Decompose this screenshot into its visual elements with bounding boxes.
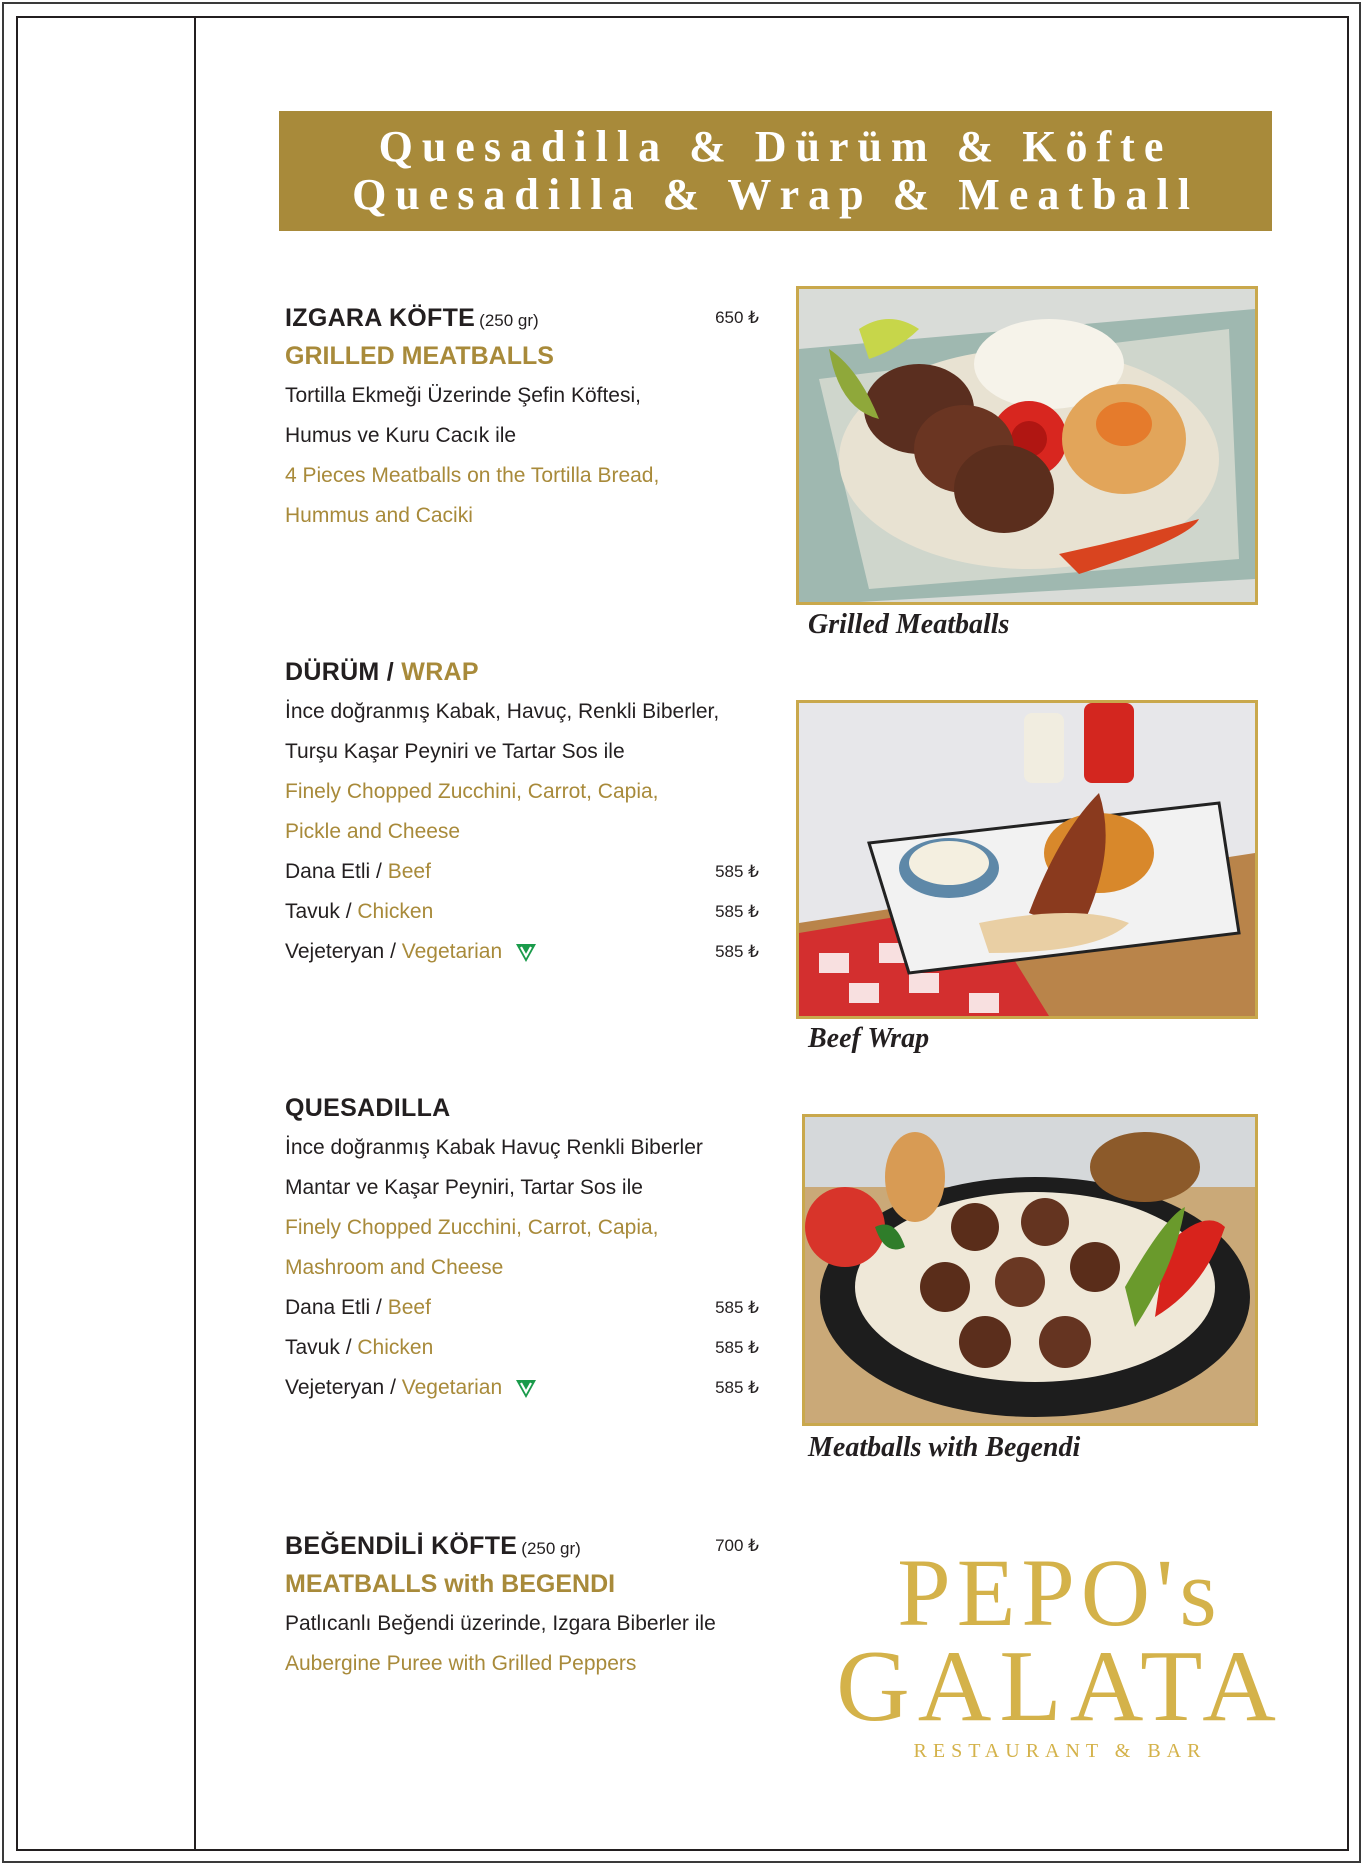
beef-wrap-illustration [799,703,1255,1016]
item-title-row [285,300,765,336]
menu-item-durum-wrap [285,654,765,972]
variant-label-en: Vegetarian [401,1376,503,1399]
section-title-tr: Quesadilla & Dürüm & Köfte [378,122,1173,171]
section-header-banner [279,111,1272,231]
item-title-row [285,1090,765,1126]
food-photo-beef-wrap [796,700,1258,1019]
grilled-meatballs-illustration [799,289,1255,602]
variant-label-en: Chicken [357,900,434,923]
variant-row-vegetarian [285,1368,765,1408]
menu-item-quesadilla [285,1090,765,1408]
item-price: 700 ₺ [715,1536,759,1555]
item-description-en: Mashroom and Cheese [285,1256,504,1279]
variant-label-en: Beef [387,860,431,883]
item-description-tr: İnce doğranmış Kabak, Havuç, Renkli Biberler, [285,700,720,723]
item-title [285,658,479,686]
variant-price: 585 ₺ [715,1298,759,1317]
variant-label-tr: Dana Etli / [285,1296,382,1319]
vegetarian-icon [514,940,538,964]
item-weight: (250 gr) [479,311,539,330]
variant-label-en: Beef [387,1296,431,1319]
variant-price: 585 ₺ [715,862,759,881]
item-title-en: WRAP [401,658,479,686]
photo-caption: Beef Wrap [808,1023,930,1054]
left-margin-rule [194,16,196,1851]
item-description-tr: Humus ve Kuru Cacık ile [285,424,517,447]
item-description-tr: Patlıcanlı Beğendi üzerinde, Izgara Biberler ile [285,1612,716,1635]
food-photo-meatballs-begendi [802,1114,1258,1426]
photo-caption: Meatballs with Begendi [808,1432,1081,1463]
variant-label-tr: Vejeteryan / [285,1376,396,1399]
item-subtitle-en: MEATBALLS with BEGENDI [285,1570,616,1598]
variant-label-tr: Vejeteryan / [285,940,396,963]
variant-row-chicken [285,1328,765,1368]
logo-line-1: PEPO's [897,1545,1223,1646]
restaurant-logo [820,1545,1300,1770]
item-title-row [285,654,765,690]
item-title: QUESADILLA [285,1094,451,1122]
item-description-tr: Turşu Kaşar Peyniri ve Tartar Sos ile [285,740,625,763]
variant-price: 585 ₺ [715,942,759,961]
variant-label-tr: Dana Etli / [285,860,382,883]
item-price: 650 ₺ [715,308,759,327]
item-title: IZGARA KÖFTE [285,304,476,332]
item-description-en: Finely Chopped Zucchini, Carrot, Capia, [285,1216,659,1239]
variant-label-en: Vegetarian [401,940,503,963]
item-title: BEĞENDİLİ KÖFTE [285,1532,518,1560]
variant-row-beef [285,852,765,892]
item-description-tr: Tortilla Ekmeği Üzerinde Şefin Köftesi, [285,384,641,407]
item-subtitle-en: GRILLED MEATBALLS [285,342,554,370]
item-description-en: 4 Pieces Meatballs on the Tortilla Bread, [285,464,660,487]
item-description-tr: İnce doğranmış Kabak Havuç Renkli Biberler [285,1136,703,1159]
meatballs-begendi-illustration [805,1117,1255,1423]
variant-row-vegetarian [285,932,765,972]
variant-price: 585 ₺ [715,1338,759,1357]
menu-item-begendili-kofte [285,1528,765,1684]
variant-label-tr: Tavuk / [285,900,352,923]
variant-label-en: Chicken [357,1336,434,1359]
variant-price: 585 ₺ [715,902,759,921]
variant-row-chicken [285,892,765,932]
item-description-en: Finely Chopped Zucchini, Carrot, Capia, [285,780,659,803]
item-weight: (250 gr) [521,1539,581,1558]
logo-line-3: RESTAURANT & BAR [913,1740,1207,1762]
section-title-en: Quesadilla & Wrap & Meatball [352,170,1199,219]
logo-line-2: GALATA [836,1630,1284,1743]
item-description-en: Pickle and Cheese [285,820,461,843]
food-photo-grilled-meatballs [796,286,1258,605]
variant-price: 585 ₺ [715,1378,759,1397]
photo-caption: Grilled Meatballs [808,609,1010,640]
menu-item-izgara-kofte [285,300,765,536]
variant-row-beef [285,1288,765,1328]
item-description-en: Aubergine Puree with Grilled Peppers [285,1652,637,1675]
item-description-en: Hummus and Caciki [285,504,473,527]
vegetarian-icon [514,1376,538,1400]
variant-label-tr: Tavuk / [285,1336,352,1359]
item-description-tr: Mantar ve Kaşar Peyniri, Tartar Sos ile [285,1176,643,1199]
item-title-row [285,1528,765,1564]
item-title-tr: DÜRÜM / [285,658,395,686]
